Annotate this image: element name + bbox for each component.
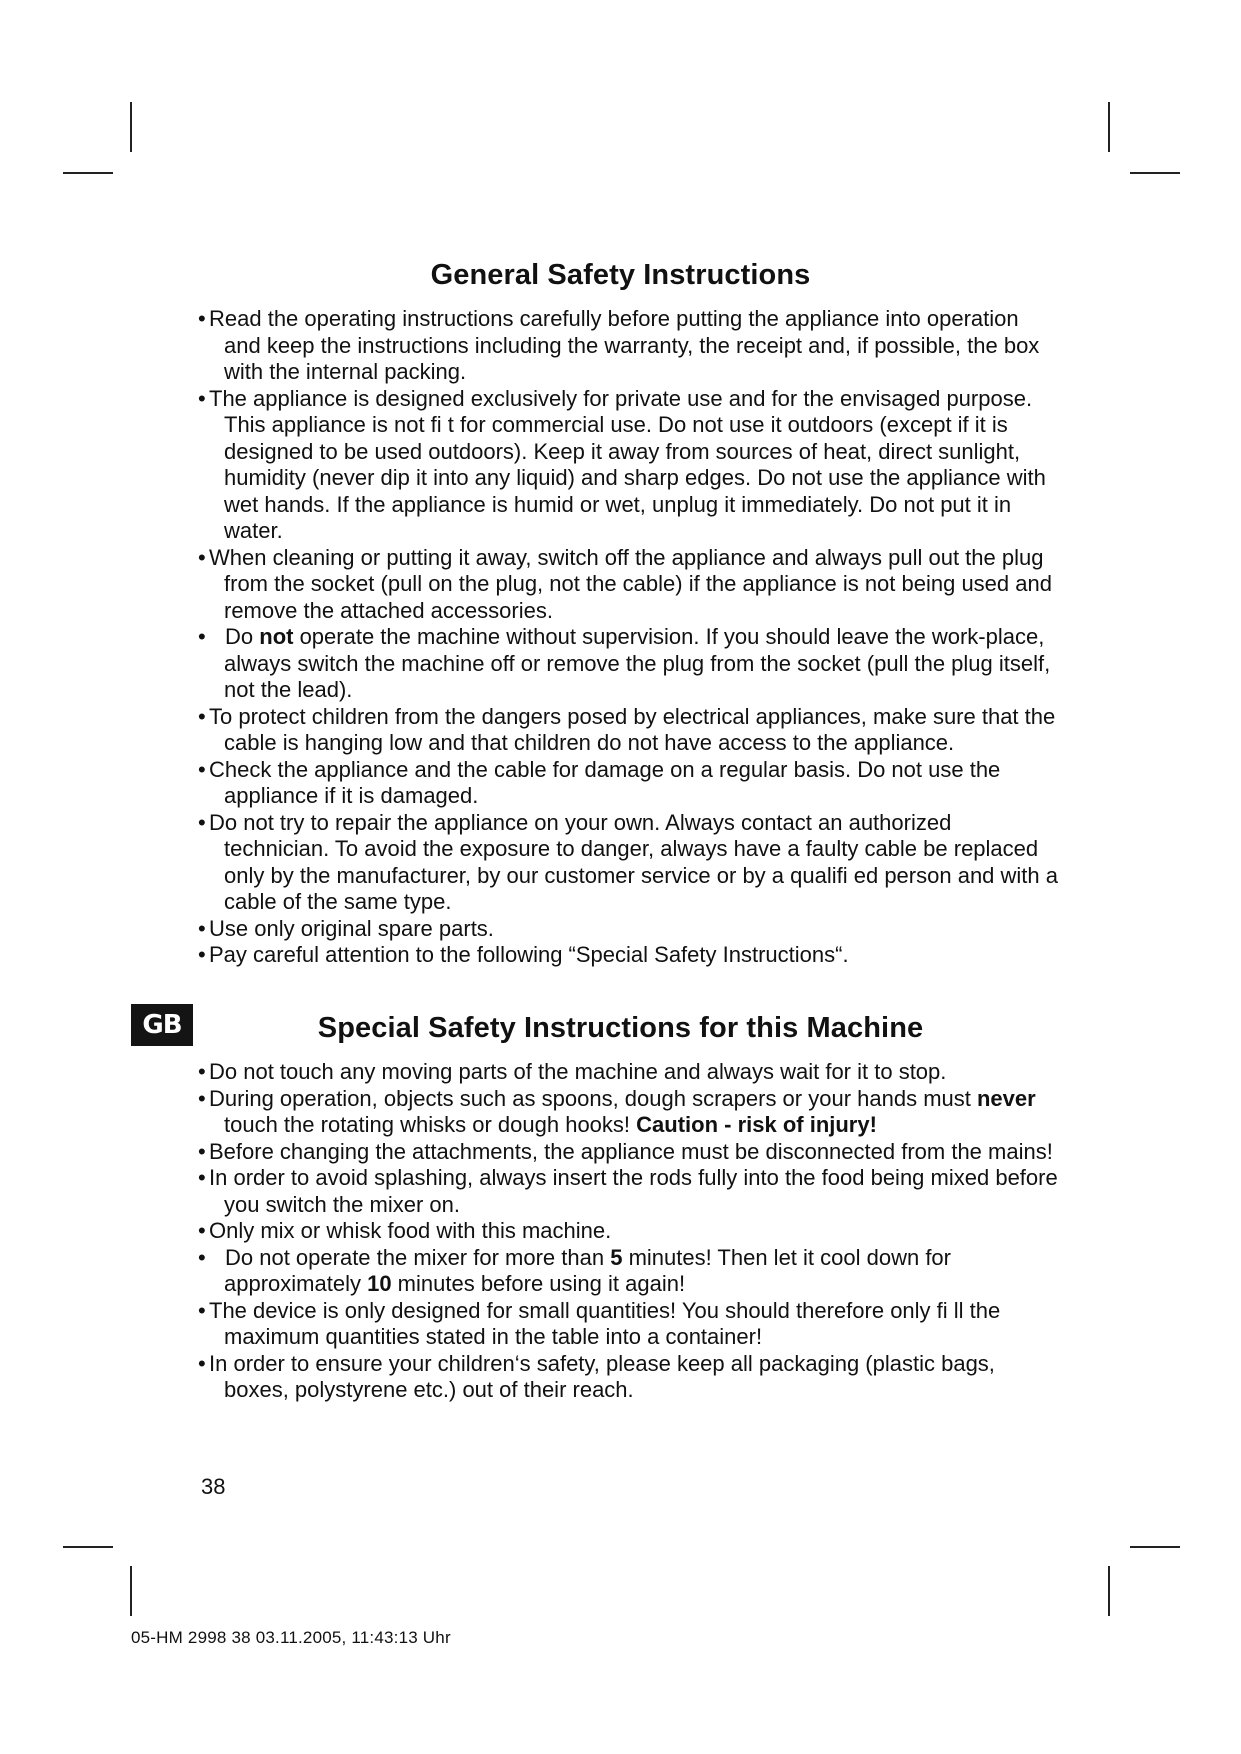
list-item: • Only mix or whisk food with this machine. [198, 1218, 612, 1243]
crop-mark [63, 1546, 113, 1548]
list-item: • During operation, objects such as spoons, dough scrapers or your hands must never touch the rotating whisks or dough hooks! Caution - risk of injury! [198, 1085, 1036, 1137]
list-item: • The device is only designed for small quantities! You should therefore only fi ll the maximum quantities stated in the table into a container! [198, 1297, 1001, 1349]
list-item: • Do not operate the machine without supervision. If you should leave the work-place, always switch the machine off or remove the plug from the socket (pull the plug itself, not the lead). [198, 624, 1051, 702]
special-safety-list [200, 1059, 1060, 1404]
page-number: 38 [201, 1474, 226, 1499]
list-item: • Pay careful attention to the following “Special Safety Instructions“. [198, 942, 849, 967]
list-item: • When cleaning or putting it away, switch off the appliance and always pull out the plug from the socket (pull on the plug, not the cable) if the appliance is not being used and remove the attached accessories. [198, 544, 1052, 623]
special-safety-title: Special Safety Instructions for this Machine [317, 1012, 924, 1044]
crop-mark [1130, 172, 1180, 174]
list-item: • Do not touch any moving parts of the machine and always wait for it to stop. [198, 1059, 947, 1084]
list-item: • Check the appliance and the cable for damage on a regular basis. Do not use the appliance if it is damaged. [198, 756, 1001, 808]
general-safety-title: General Safety Instructions [430, 259, 811, 291]
list-item: • In order to avoid splashing, always insert the rods fully into the food being mixed before you switch the mixer on. [198, 1165, 1058, 1217]
crop-mark [63, 172, 113, 174]
list-item: • Use only original spare parts. [198, 915, 494, 941]
crop-mark [1130, 1546, 1180, 1548]
list-item: • Do not operate the mixer for more than 5 minutes! Then let it cool down for approximately 10 minutes before using it again! [198, 1244, 951, 1296]
language-badge: GB [131, 1004, 193, 1046]
general-safety-list [200, 306, 1060, 969]
list-item: • To protect children from the dangers posed by electrical appliances, make sure that the cable is hanging low and that children do not have access to the appliance. [198, 703, 1056, 755]
crop-mark [1108, 102, 1110, 152]
crop-mark [130, 1566, 132, 1616]
list-item: • Read the operating instructions carefully before putting the appliance into operation and keep the instructions including the warranty, the receipt and, if possible, the box with the internal packing. [198, 306, 1040, 384]
crop-mark [130, 102, 132, 152]
crop-mark [1108, 1566, 1110, 1616]
list-item: • Do not try to repair the appliance on your own. Always contact an authorized technician. To avoid the exposure to danger, always have a faulty cable be replaced only by the manufacturer, by our customer service or by a qualifi ed person and with a cable of the same type. [198, 809, 1058, 914]
list-item: • The appliance is designed exclusively for private use and for the envisaged purpose. This appliance is not fi t for commercial use. Do not use it outdoors (except if it is designed to be used outdoors). Keep it away from sources of heat, direct sunlight, humidity (never dip it into any liquid) and sharp edges. Do not use the appliance with wet hands. If the appliance is humid or wet, unplug it immediately. Do not put it in water. [198, 385, 1046, 543]
list-item: • In order to ensure your children‘s safety, please keep all packaging (plastic bags, boxes, polystyrene etc.) out of their reach. [198, 1350, 995, 1402]
print-slug: 05-HM 2998 38 03.11.2005, 11:43:13 Uhr [131, 1628, 451, 1647]
list-item: • Before changing the attachments, the appliance must be disconnected from the mains! [198, 1138, 1053, 1164]
